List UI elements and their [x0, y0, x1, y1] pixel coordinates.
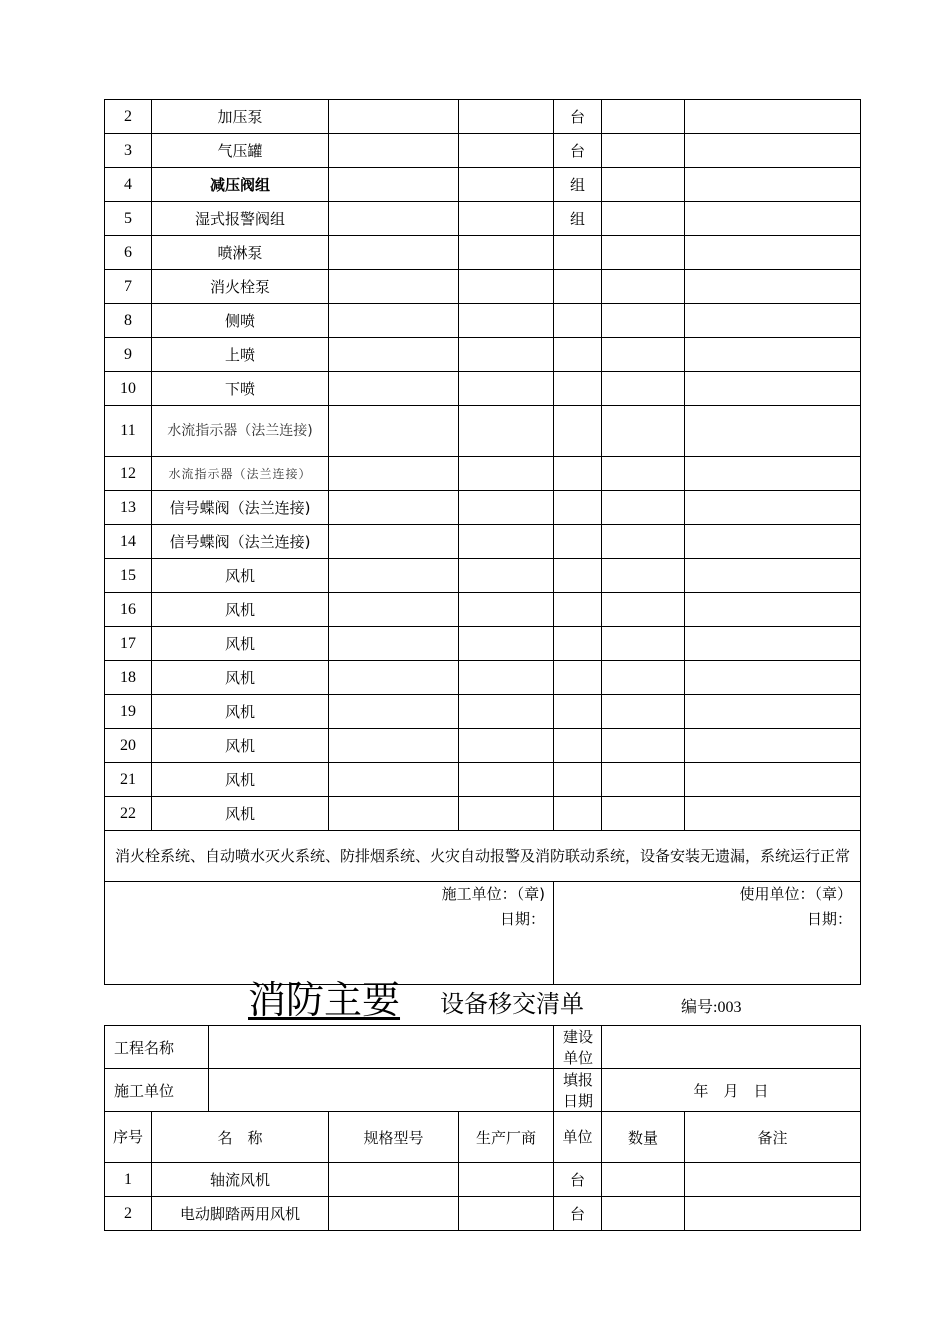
row-remark	[685, 270, 861, 304]
row-name: 风机	[152, 797, 329, 831]
row-name: 风机	[152, 763, 329, 797]
row-maker	[459, 304, 554, 338]
row-unit	[554, 729, 602, 763]
row-number: 5	[105, 202, 152, 236]
row-number: 10	[105, 372, 152, 406]
table-row	[105, 100, 861, 134]
equipment-table-continued	[104, 99, 861, 985]
row-name: 信号蝶阀（法兰连接)	[152, 491, 329, 525]
row-number: 1	[105, 1163, 152, 1197]
table-row	[105, 491, 861, 525]
row-remark	[685, 797, 861, 831]
row-name: 风机	[152, 559, 329, 593]
row-unit	[554, 304, 602, 338]
row-spec	[329, 372, 459, 406]
table-row	[105, 593, 861, 627]
row-remark	[685, 525, 861, 559]
row-number: 9	[105, 338, 152, 372]
row-remark	[685, 168, 861, 202]
row-spec	[329, 593, 459, 627]
table-row	[105, 134, 861, 168]
row-spec	[329, 304, 459, 338]
row-number: 18	[105, 661, 152, 695]
row-unit	[554, 797, 602, 831]
row-name: 消火栓泵	[152, 270, 329, 304]
equipment-table-body	[105, 100, 861, 831]
builder-value	[602, 1026, 861, 1069]
row-number: 4	[105, 168, 152, 202]
row-maker	[459, 338, 554, 372]
row-maker	[459, 695, 554, 729]
title-main: 消防主要	[248, 978, 401, 1022]
row-maker	[459, 593, 554, 627]
row-unit	[554, 593, 602, 627]
header-no: 序号	[105, 1112, 152, 1163]
row-number: 20	[105, 729, 152, 763]
row-maker	[459, 270, 554, 304]
contractor-row	[105, 1069, 861, 1112]
row-maker	[459, 797, 554, 831]
header-spec: 规格型号	[329, 1112, 459, 1163]
row-spec	[329, 1163, 459, 1197]
project-name-label: 工程名称	[105, 1026, 209, 1069]
row-name: 湿式报警阀组	[152, 202, 329, 236]
row-qty	[602, 1197, 685, 1231]
table-row	[105, 559, 861, 593]
row-unit	[554, 270, 602, 304]
header-row	[105, 1112, 861, 1163]
row-name: 上喷	[152, 338, 329, 372]
row-unit	[554, 491, 602, 525]
row-name: 减压阀组	[152, 168, 329, 202]
table-row	[105, 729, 861, 763]
row-number: 22	[105, 797, 152, 831]
table-row	[105, 270, 861, 304]
row-spec	[329, 457, 459, 491]
title-sub: 设备移交清单	[440, 990, 584, 1018]
row-name: 风机	[152, 593, 329, 627]
row-qty	[602, 338, 685, 372]
row-remark	[685, 372, 861, 406]
row-remark	[685, 661, 861, 695]
row-remark	[685, 763, 861, 797]
document-code: 编号:003	[681, 999, 742, 1016]
row-number: 2	[105, 100, 152, 134]
row-qty	[602, 559, 685, 593]
handover-table-body	[105, 1163, 861, 1231]
row-spec	[329, 797, 459, 831]
row-number: 17	[105, 627, 152, 661]
row-spec	[329, 406, 459, 457]
row-name: 水流指示器（法兰连接)	[152, 406, 329, 457]
row-unit	[554, 236, 602, 270]
row-maker	[459, 559, 554, 593]
header-name: 名 称	[152, 1112, 329, 1163]
row-qty	[602, 627, 685, 661]
row-unit	[554, 559, 602, 593]
row-unit: 台	[554, 100, 602, 134]
header-qty: 数量	[602, 1112, 685, 1163]
row-unit	[554, 763, 602, 797]
row-remark	[685, 491, 861, 525]
row-number: 6	[105, 236, 152, 270]
header-unit: 单位	[554, 1112, 602, 1163]
row-number: 16	[105, 593, 152, 627]
row-spec	[329, 168, 459, 202]
row-remark	[685, 338, 861, 372]
table-row	[105, 763, 861, 797]
row-qty	[602, 236, 685, 270]
row-remark	[685, 1197, 861, 1231]
table-row	[105, 304, 861, 338]
row-qty	[602, 406, 685, 457]
row-number: 15	[105, 559, 152, 593]
row-number: 14	[105, 525, 152, 559]
row-name: 电动脚踏两用风机	[152, 1197, 329, 1231]
row-remark	[685, 695, 861, 729]
row-unit	[554, 695, 602, 729]
row-qty	[602, 763, 685, 797]
row-spec	[329, 236, 459, 270]
row-maker	[459, 525, 554, 559]
row-remark	[685, 559, 861, 593]
row-remark	[685, 236, 861, 270]
row-name: 风机	[152, 627, 329, 661]
row-spec	[329, 270, 459, 304]
row-qty	[602, 168, 685, 202]
row-spec	[329, 202, 459, 236]
row-number: 8	[105, 304, 152, 338]
header-maker: 生产厂商	[459, 1112, 554, 1163]
table-row	[105, 525, 861, 559]
row-maker	[459, 457, 554, 491]
row-unit	[554, 457, 602, 491]
project-name-value	[209, 1026, 554, 1069]
row-name: 信号蝶阀（法兰连接)	[152, 525, 329, 559]
table-row	[105, 372, 861, 406]
row-number: 13	[105, 491, 152, 525]
row-remark	[685, 406, 861, 457]
row-qty	[602, 491, 685, 525]
row-qty	[602, 797, 685, 831]
row-unit: 组	[554, 168, 602, 202]
row-maker	[459, 1163, 554, 1197]
row-qty	[602, 202, 685, 236]
row-maker	[459, 763, 554, 797]
row-name: 侧喷	[152, 304, 329, 338]
row-spec	[329, 695, 459, 729]
row-number: 19	[105, 695, 152, 729]
row-qty	[602, 661, 685, 695]
row-unit: 组	[554, 202, 602, 236]
table-row	[105, 168, 861, 202]
table-row	[105, 1163, 861, 1197]
row-spec	[329, 134, 459, 168]
row-name: 水流指示器（法兰连接）	[152, 457, 329, 491]
row-spec	[329, 763, 459, 797]
table-row	[105, 338, 861, 372]
row-qty	[602, 304, 685, 338]
row-spec	[329, 525, 459, 559]
row-unit	[554, 525, 602, 559]
row-maker	[459, 661, 554, 695]
document-title	[104, 976, 860, 1024]
row-remark	[685, 729, 861, 763]
construction-unit-label: 施工单位：（章)	[441, 885, 545, 903]
fill-date-label: 填报日期	[554, 1069, 602, 1112]
row-qty	[602, 100, 685, 134]
row-name: 风机	[152, 695, 329, 729]
row-name: 风机	[152, 661, 329, 695]
row-spec	[329, 661, 459, 695]
row-spec	[329, 1197, 459, 1231]
row-number: 2	[105, 1197, 152, 1231]
summary-row	[105, 831, 861, 882]
row-number: 7	[105, 270, 152, 304]
row-remark	[685, 134, 861, 168]
table-row	[105, 661, 861, 695]
row-qty	[602, 372, 685, 406]
row-unit	[554, 406, 602, 457]
row-spec	[329, 729, 459, 763]
row-name: 喷淋泵	[152, 236, 329, 270]
row-remark	[685, 100, 861, 134]
construction-signature-cell	[105, 882, 554, 985]
row-number: 12	[105, 457, 152, 491]
signature-row	[105, 882, 861, 985]
header-remark: 备注	[685, 1112, 861, 1163]
table-row	[105, 406, 861, 457]
row-name: 轴流风机	[152, 1163, 329, 1197]
row-remark	[685, 593, 861, 627]
row-unit	[554, 627, 602, 661]
builder-label: 建设单位	[554, 1026, 602, 1069]
contractor-value	[209, 1069, 554, 1112]
row-name: 风机	[152, 729, 329, 763]
project-row	[105, 1026, 861, 1069]
row-maker	[459, 236, 554, 270]
summary-text: 消火栓系统、自动喷水灭火系统、防排烟系统、火灾自动报警及消防联动系统，设备安装无遗漏，系统运行正常	[105, 831, 861, 882]
table-row	[105, 202, 861, 236]
row-remark	[685, 627, 861, 661]
row-qty	[602, 1163, 685, 1197]
row-name: 加压泵	[152, 100, 329, 134]
fill-date-value: 年 月 日	[602, 1069, 861, 1112]
row-unit	[554, 338, 602, 372]
row-number: 21	[105, 763, 152, 797]
row-qty	[602, 525, 685, 559]
row-remark	[685, 304, 861, 338]
row-maker	[459, 100, 554, 134]
user-unit-label: 使用单位：（章）	[739, 885, 852, 903]
row-unit	[554, 661, 602, 695]
row-spec	[329, 100, 459, 134]
user-signature-cell	[554, 882, 861, 985]
row-qty	[602, 457, 685, 491]
contractor-label: 施工单位	[105, 1069, 209, 1112]
row-unit: 台	[554, 1197, 602, 1231]
construction-date-label: 日期：	[499, 910, 545, 928]
table-row	[105, 695, 861, 729]
row-unit: 台	[554, 1163, 602, 1197]
row-unit: 台	[554, 134, 602, 168]
equipment-handover-table	[104, 1025, 861, 1231]
table-row	[105, 797, 861, 831]
table-row	[105, 1197, 861, 1231]
table-row	[105, 457, 861, 491]
row-maker	[459, 627, 554, 661]
row-qty	[602, 695, 685, 729]
row-qty	[602, 729, 685, 763]
row-unit	[554, 372, 602, 406]
row-maker	[459, 134, 554, 168]
row-qty	[602, 134, 685, 168]
table-row	[105, 236, 861, 270]
row-spec	[329, 338, 459, 372]
row-qty	[602, 593, 685, 627]
row-maker	[459, 1197, 554, 1231]
row-maker	[459, 406, 554, 457]
row-spec	[329, 627, 459, 661]
row-remark	[685, 1163, 861, 1197]
row-remark	[685, 202, 861, 236]
user-date-label: 日期：	[806, 910, 852, 928]
row-qty	[602, 270, 685, 304]
row-name: 下喷	[152, 372, 329, 406]
row-maker	[459, 491, 554, 525]
row-maker	[459, 168, 554, 202]
row-spec	[329, 491, 459, 525]
row-maker	[459, 729, 554, 763]
row-maker	[459, 202, 554, 236]
row-remark	[685, 457, 861, 491]
row-number: 11	[105, 406, 152, 457]
row-name: 气压罐	[152, 134, 329, 168]
table-row	[105, 627, 861, 661]
row-number: 3	[105, 134, 152, 168]
row-spec	[329, 559, 459, 593]
row-maker	[459, 372, 554, 406]
